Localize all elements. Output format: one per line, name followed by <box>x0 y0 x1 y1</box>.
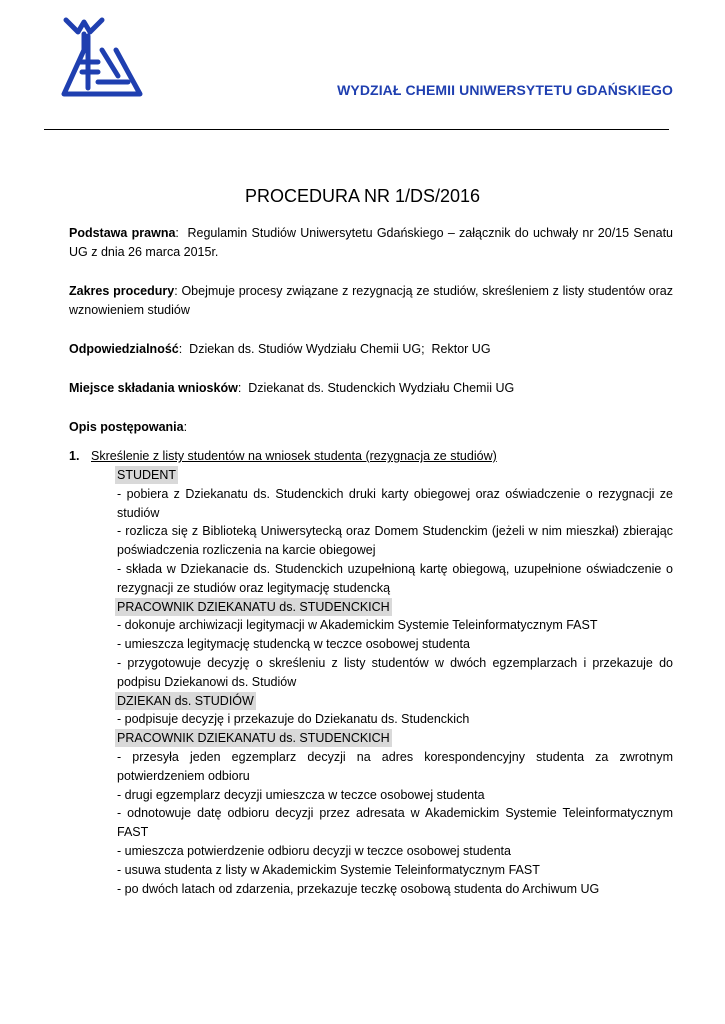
section-heading <box>69 447 673 466</box>
step-item: - przygotowuje decyzję o skreśleniu z listy studentów w dwóch egzemplarzach i przekazuje do podpisu Dziekanowi ds. Studiów <box>117 655 673 689</box>
role-row <box>117 598 673 617</box>
field-2 <box>69 340 673 359</box>
step-item: - rozlicza się z Biblioteką Uniwersytecką oraz Domem Studenckim (jeżeli w nim mieszkał) zbierając poświadczenia rozliczenia na karcie obiegowej <box>117 524 673 558</box>
role-label: PRACOWNIK DZIEKANATU ds. STUDENCKICH <box>117 599 390 614</box>
step-item: - odnotowuje datę odbioru decyzji przez adresata w Akademickim Systemie Teleinformatycznym FAST <box>117 806 673 840</box>
field-text: Regulamin Studiów Uniwersytetu Gdańskiego – załącznik do uchwały nr 20/15 Senatu UG z dnia 26 marca 2015r. <box>69 226 677 259</box>
field-separator: : <box>175 226 179 240</box>
field-label: Odpowiedzialność <box>69 342 179 356</box>
procedure-fields <box>69 224 677 437</box>
section-number: 1. <box>69 449 80 463</box>
field-1 <box>69 282 677 320</box>
field-text: Dziekan ds. Studiów Wydziału Chemii UG; Rektor UG <box>182 342 491 356</box>
field-0 <box>69 224 677 262</box>
field-label: Zakres procedury <box>69 284 175 298</box>
procedure-steps <box>117 466 673 898</box>
field-label: Podstawa prawna <box>69 226 176 240</box>
procedure-title: PROCEDURA NR 1/DS/2016 <box>244 186 481 206</box>
field-text: Obejmuje procesy związane z rezygnacją ze studiów, skreśleniem z listy studentów oraz wznowieniem studiów <box>69 284 677 317</box>
document-body <box>69 224 677 898</box>
role-label: DZIEKAN ds. STUDIÓW <box>117 693 254 708</box>
field-label: Opis postępowania <box>69 420 184 434</box>
field-separator: : <box>174 284 178 298</box>
step-item: - po dwóch latach od zdarzenia, przekazuje teczkę osobową studenta do Archiwum UG <box>117 881 600 896</box>
role-row <box>117 729 673 748</box>
step-item: - umieszcza potwierdzenie odbioru decyzji w teczce osobowej studenta <box>117 843 511 858</box>
step-item: - umieszcza legitymację studencką w teczce osobowej studenta <box>117 637 470 652</box>
field-text: Dziekanat ds. Studenckich Wydziału Chemii UG <box>241 381 515 395</box>
step-item: - dokonuje archiwizacji legitymacji w Akademickim Systemie Teleinformatycznym FAST <box>117 618 598 633</box>
step-item: - składa w Dziekanacie ds. Studenckich uzupełnioną kartę obiegową, uzupełnione oświadczenie o rezygnacji ze studiów oraz legitymację studencką <box>117 561 673 595</box>
university-crest-icon <box>58 16 146 102</box>
faculty-title: WYDZIAŁ CHEMII UNIWERSYTETU GDAŃSKIEGO <box>337 82 673 98</box>
step-item: - usuwa studenta z listy w Akademickim Systemie Teleinformatycznym FAST <box>117 862 540 877</box>
role-label: PRACOWNIK DZIEKANATU ds. STUDENCKICH <box>117 731 390 746</box>
role-row <box>117 466 673 485</box>
role-row <box>117 692 673 711</box>
field-separator: : <box>178 342 183 356</box>
step-item: - drugi egzemplarz decyzji umieszcza w teczce osobowej studenta <box>117 787 485 802</box>
field-4 <box>69 418 673 437</box>
field-3 <box>69 379 673 398</box>
header-divider <box>44 129 669 130</box>
section-title: Skreślenie z listy studentów na wniosek studenta (rezygnacja ze studiów) <box>91 449 497 463</box>
field-separator: : <box>183 420 188 434</box>
step-item: - podpisuje decyzję i przekazuje do Dziekanatu ds. Studenckich <box>117 712 470 727</box>
step-item: - pobiera z Dziekanatu ds. Studenckich druki karty obiegowej oraz oświadczenie o rezygnacji ze studiów <box>117 486 673 520</box>
step-item: - przesyła jeden egzemplarz decyzji na adres korespondencyjny studenta za zwrotnym potwierdzeniem odbioru <box>117 749 673 783</box>
field-separator: : <box>237 381 242 395</box>
field-label: Miejsce składania wniosków <box>69 381 238 395</box>
role-label: STUDENT <box>117 468 177 482</box>
